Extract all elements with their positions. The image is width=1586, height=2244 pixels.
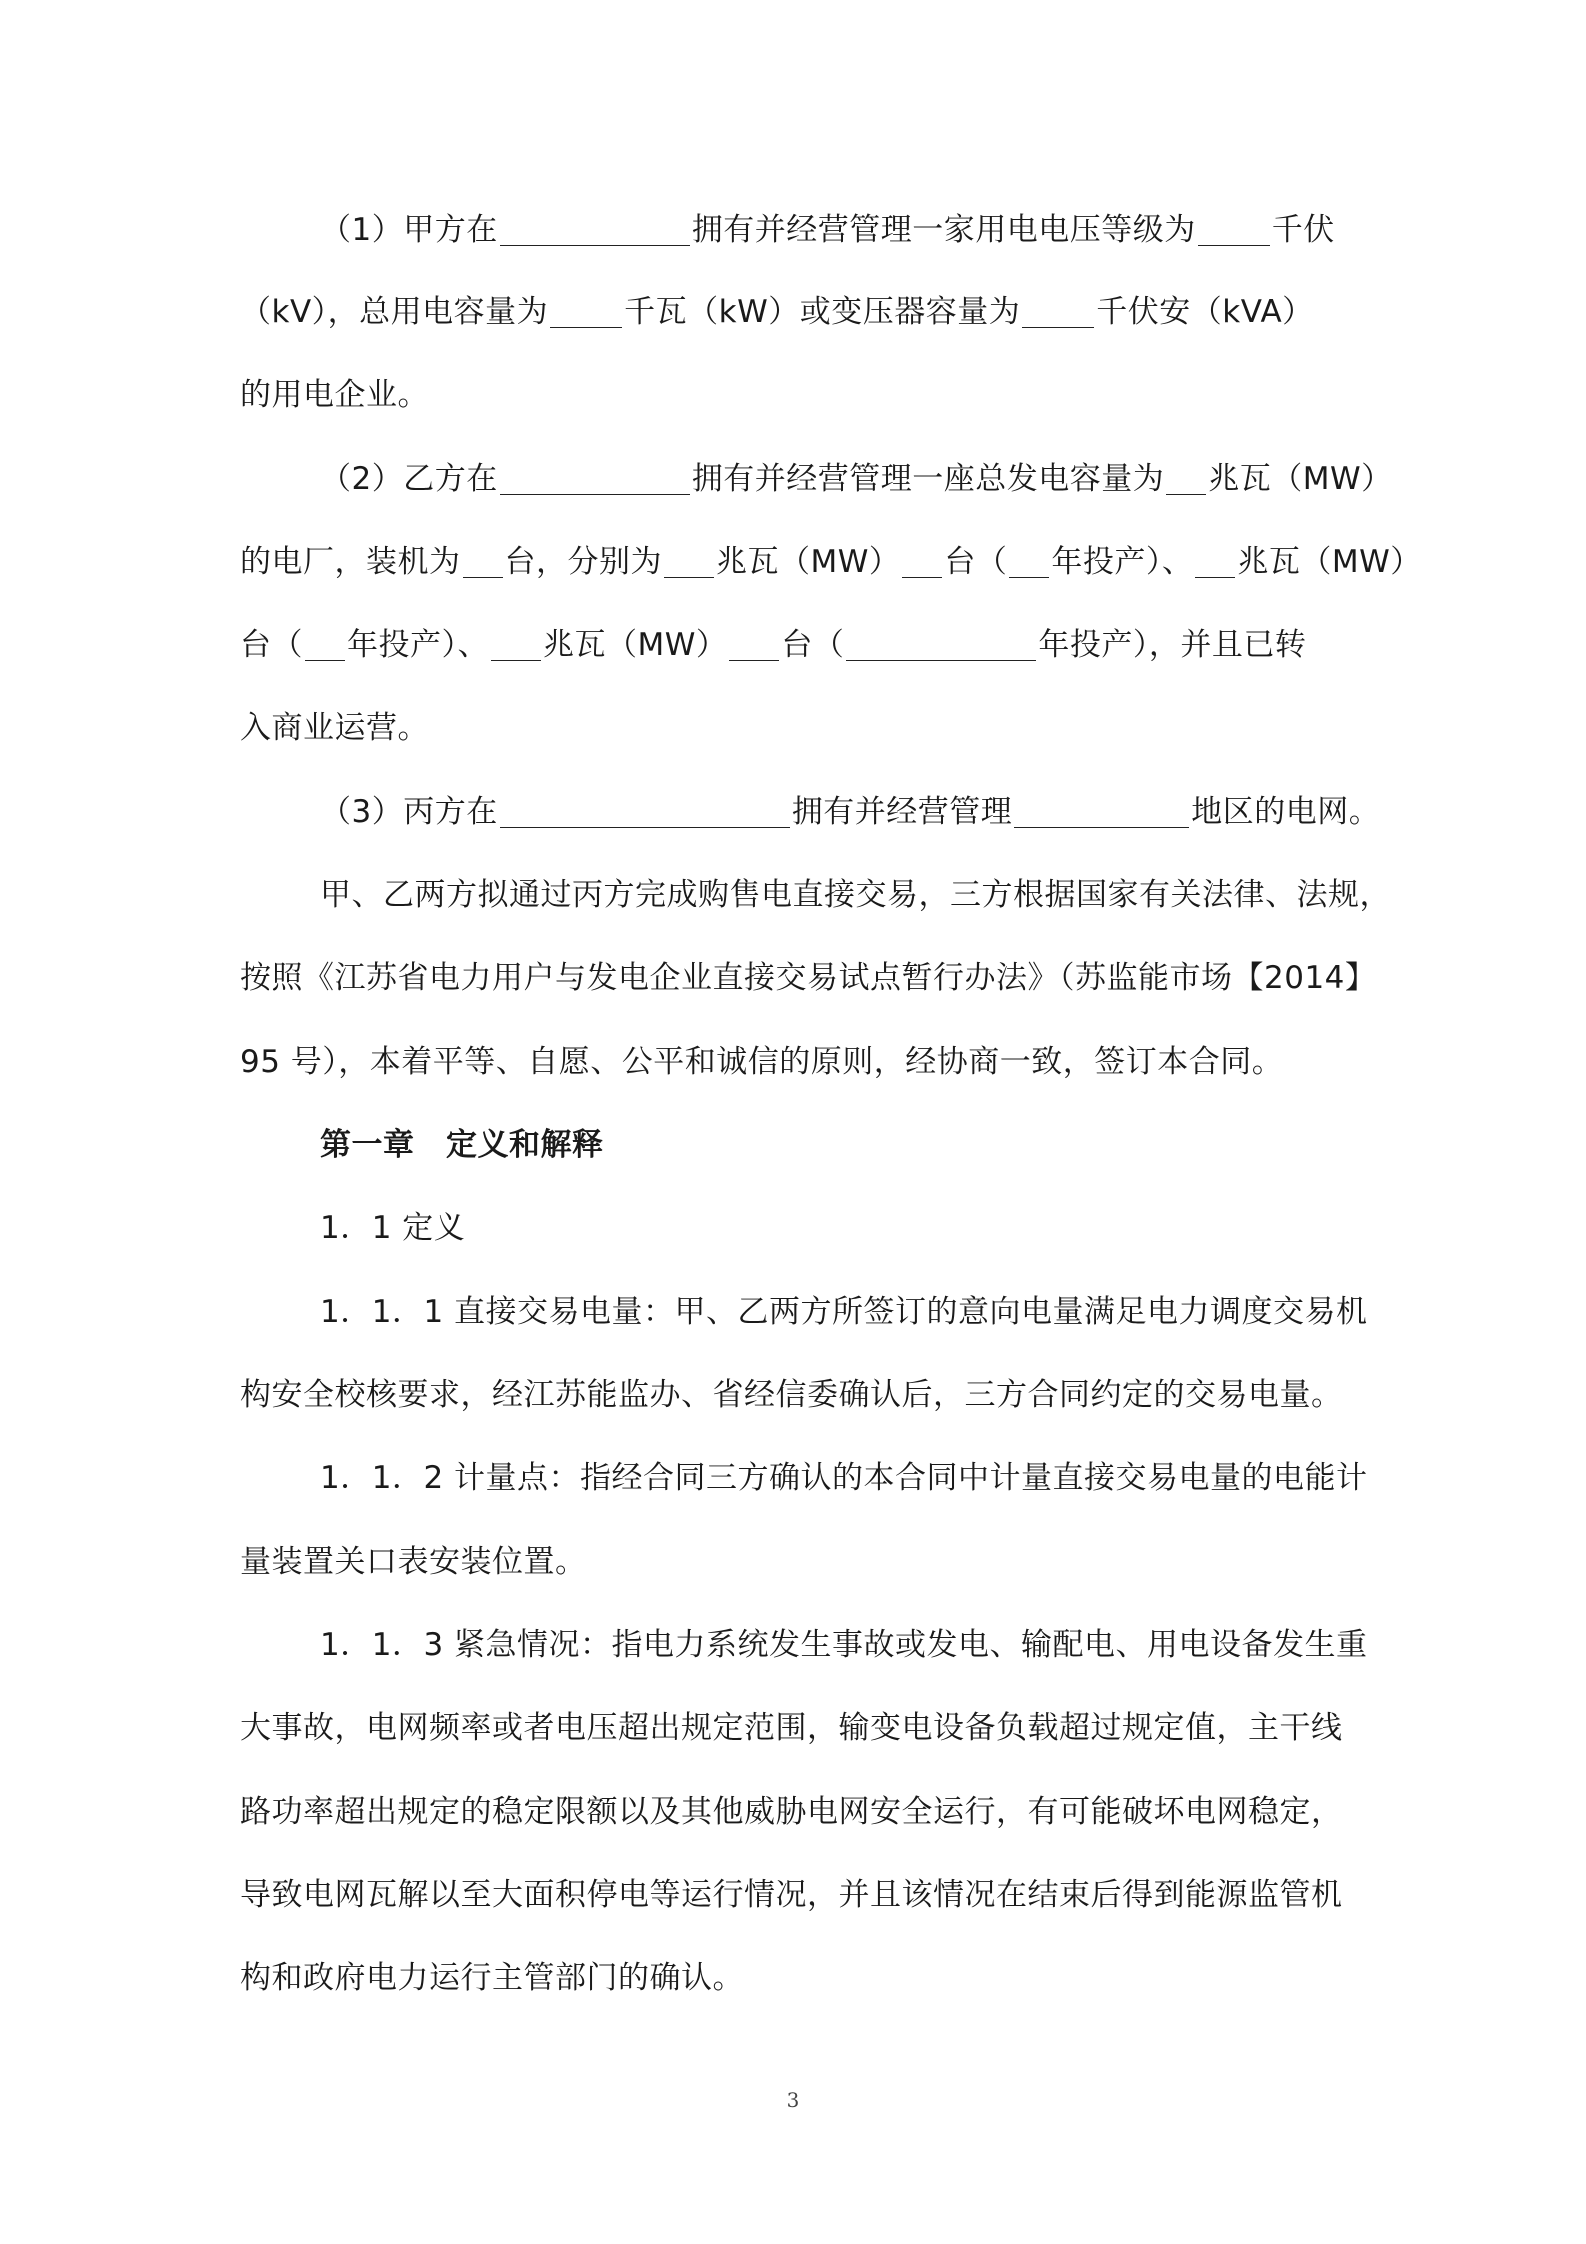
section-heading-1-1 [320,1206,465,1250]
blank-field [902,543,942,578]
text: 构和政府电力运行主管部门的确认。 [240,1960,744,1996]
blank-field [1014,793,1189,828]
text: 兆瓦（MW） [1208,461,1393,497]
definition-1-1-3-line-2 [240,1706,1343,1750]
text: 甲、乙两方拟通过丙方完成购售电直接交易，三方根据国家有关法律、法规， [320,877,1391,913]
text: 台，分别为 [504,544,662,580]
blank-field [550,293,622,328]
definition-1-1-3-line-3 [240,1790,1343,1834]
text: 的电厂，装机为 [240,544,461,580]
blank-field [1166,460,1206,495]
text: 导致电网瓦解以至大面积停电等运行情况，并且该情况在结束后得到能源监管机 [240,1877,1343,1913]
blank-field [1195,543,1235,578]
text: 入商业运营。 [240,710,429,746]
definition-1-1-1-line-1 [320,1290,1368,1334]
clause-party-b-line-4 [240,706,429,750]
definition-1-1-3-line-1 [320,1623,1368,1667]
text: 兆瓦（MW） [1237,544,1422,580]
blank-field [305,626,345,661]
text: 按照《江苏省电力用户与发电企业直接交易试点暂行办法》（苏监能市场【2014】 [240,960,1377,996]
clause-party-c-line-1 [320,790,1380,834]
text: 1．1．1 直接交易电量：甲、乙两方所签订的意向电量满足电力调度交易机 [320,1294,1368,1330]
text: 路功率超出规定的稳定限额以及其他威胁电网安全运行，有可能破坏电网稳定， [240,1794,1343,1830]
text: 年投产）、 [347,627,489,663]
text: 年投产）、 [1051,544,1194,580]
blank-field [500,460,690,495]
definition-1-1-3-line-5 [240,1956,744,2000]
text: 量装置关口表安装位置。 [240,1544,587,1580]
text: 构安全校核要求，经江苏能监办、省经信委确认后，三方合同约定的交易电量。 [240,1377,1343,1413]
blank-field [500,793,790,828]
blank-field [463,543,503,578]
text: 1．1．2 计量点：指经合同三方确认的本合同中计量直接交易电量的电能计 [320,1460,1368,1496]
text: 95 号），本着平等、自愿、公平和诚信的原则，经协商一致，签订本合同。 [240,1044,1284,1080]
text: 第一章 定义和解释 [320,1127,604,1163]
clause-party-a-line-1 [320,208,1335,252]
blank-field [664,543,714,578]
preamble-line-3 [240,1040,1283,1084]
definition-1-1-1-line-2 [240,1373,1343,1417]
preamble-line-2 [240,956,1376,1000]
blank-field [846,626,1036,661]
blank-field [491,626,541,661]
clause-party-a-line-3 [240,373,429,417]
text: 年投产），并且已转 [1038,627,1307,663]
text: 台（ [240,627,303,663]
text: 兆瓦（MW） [716,544,901,580]
text: 1．1．3 紧急情况：指电力系统发生事故或发电、输配电、用电设备发生重 [320,1627,1368,1663]
definition-1-1-3-line-4 [240,1873,1343,1917]
blank-field [1009,543,1049,578]
text: （2）乙方在 [320,461,498,497]
text: （3）丙方在 [320,794,498,830]
definition-1-1-2-line-2 [240,1540,587,1584]
blank-field [500,211,690,246]
page-number: 3 [786,2088,800,2112]
blank-field [1022,293,1094,328]
text: 1．1 定义 [320,1210,466,1246]
text: 地区的电网。 [1191,794,1381,830]
text: 台（ [944,544,1008,580]
text: 拥有并经营管理一家用电电压等级为 [691,212,1196,248]
text: 的用电企业。 [240,377,429,413]
text: 千瓦（kW）或变压器容量为 [624,294,1021,330]
text: 拥有并经营管理 [791,794,1013,830]
text: 千伏安（kVA） [1096,294,1314,330]
blank-field [1198,211,1270,246]
text: （kV），总用电容量为 [240,294,549,330]
clause-party-a-line-2 [240,290,1314,334]
text: 千伏 [1271,212,1335,248]
preamble-line-1 [320,873,1391,917]
text: 大事故，电网频率或者电压超出规定范围，输变电设备负载超过规定值，主干线 [240,1710,1343,1746]
chapter-heading [320,1123,604,1167]
blank-field [729,626,779,661]
definition-1-1-2-line-1 [320,1456,1368,1500]
clause-party-b-line-3 [240,623,1306,667]
text: 兆瓦（MW） [543,627,728,663]
text: 拥有并经营管理一座总发电容量为 [691,461,1165,497]
text: 台（ [781,627,845,663]
clause-party-b-line-1 [320,457,1393,501]
text: （1）甲方在 [320,212,498,248]
clause-party-b-line-2 [240,540,1422,584]
